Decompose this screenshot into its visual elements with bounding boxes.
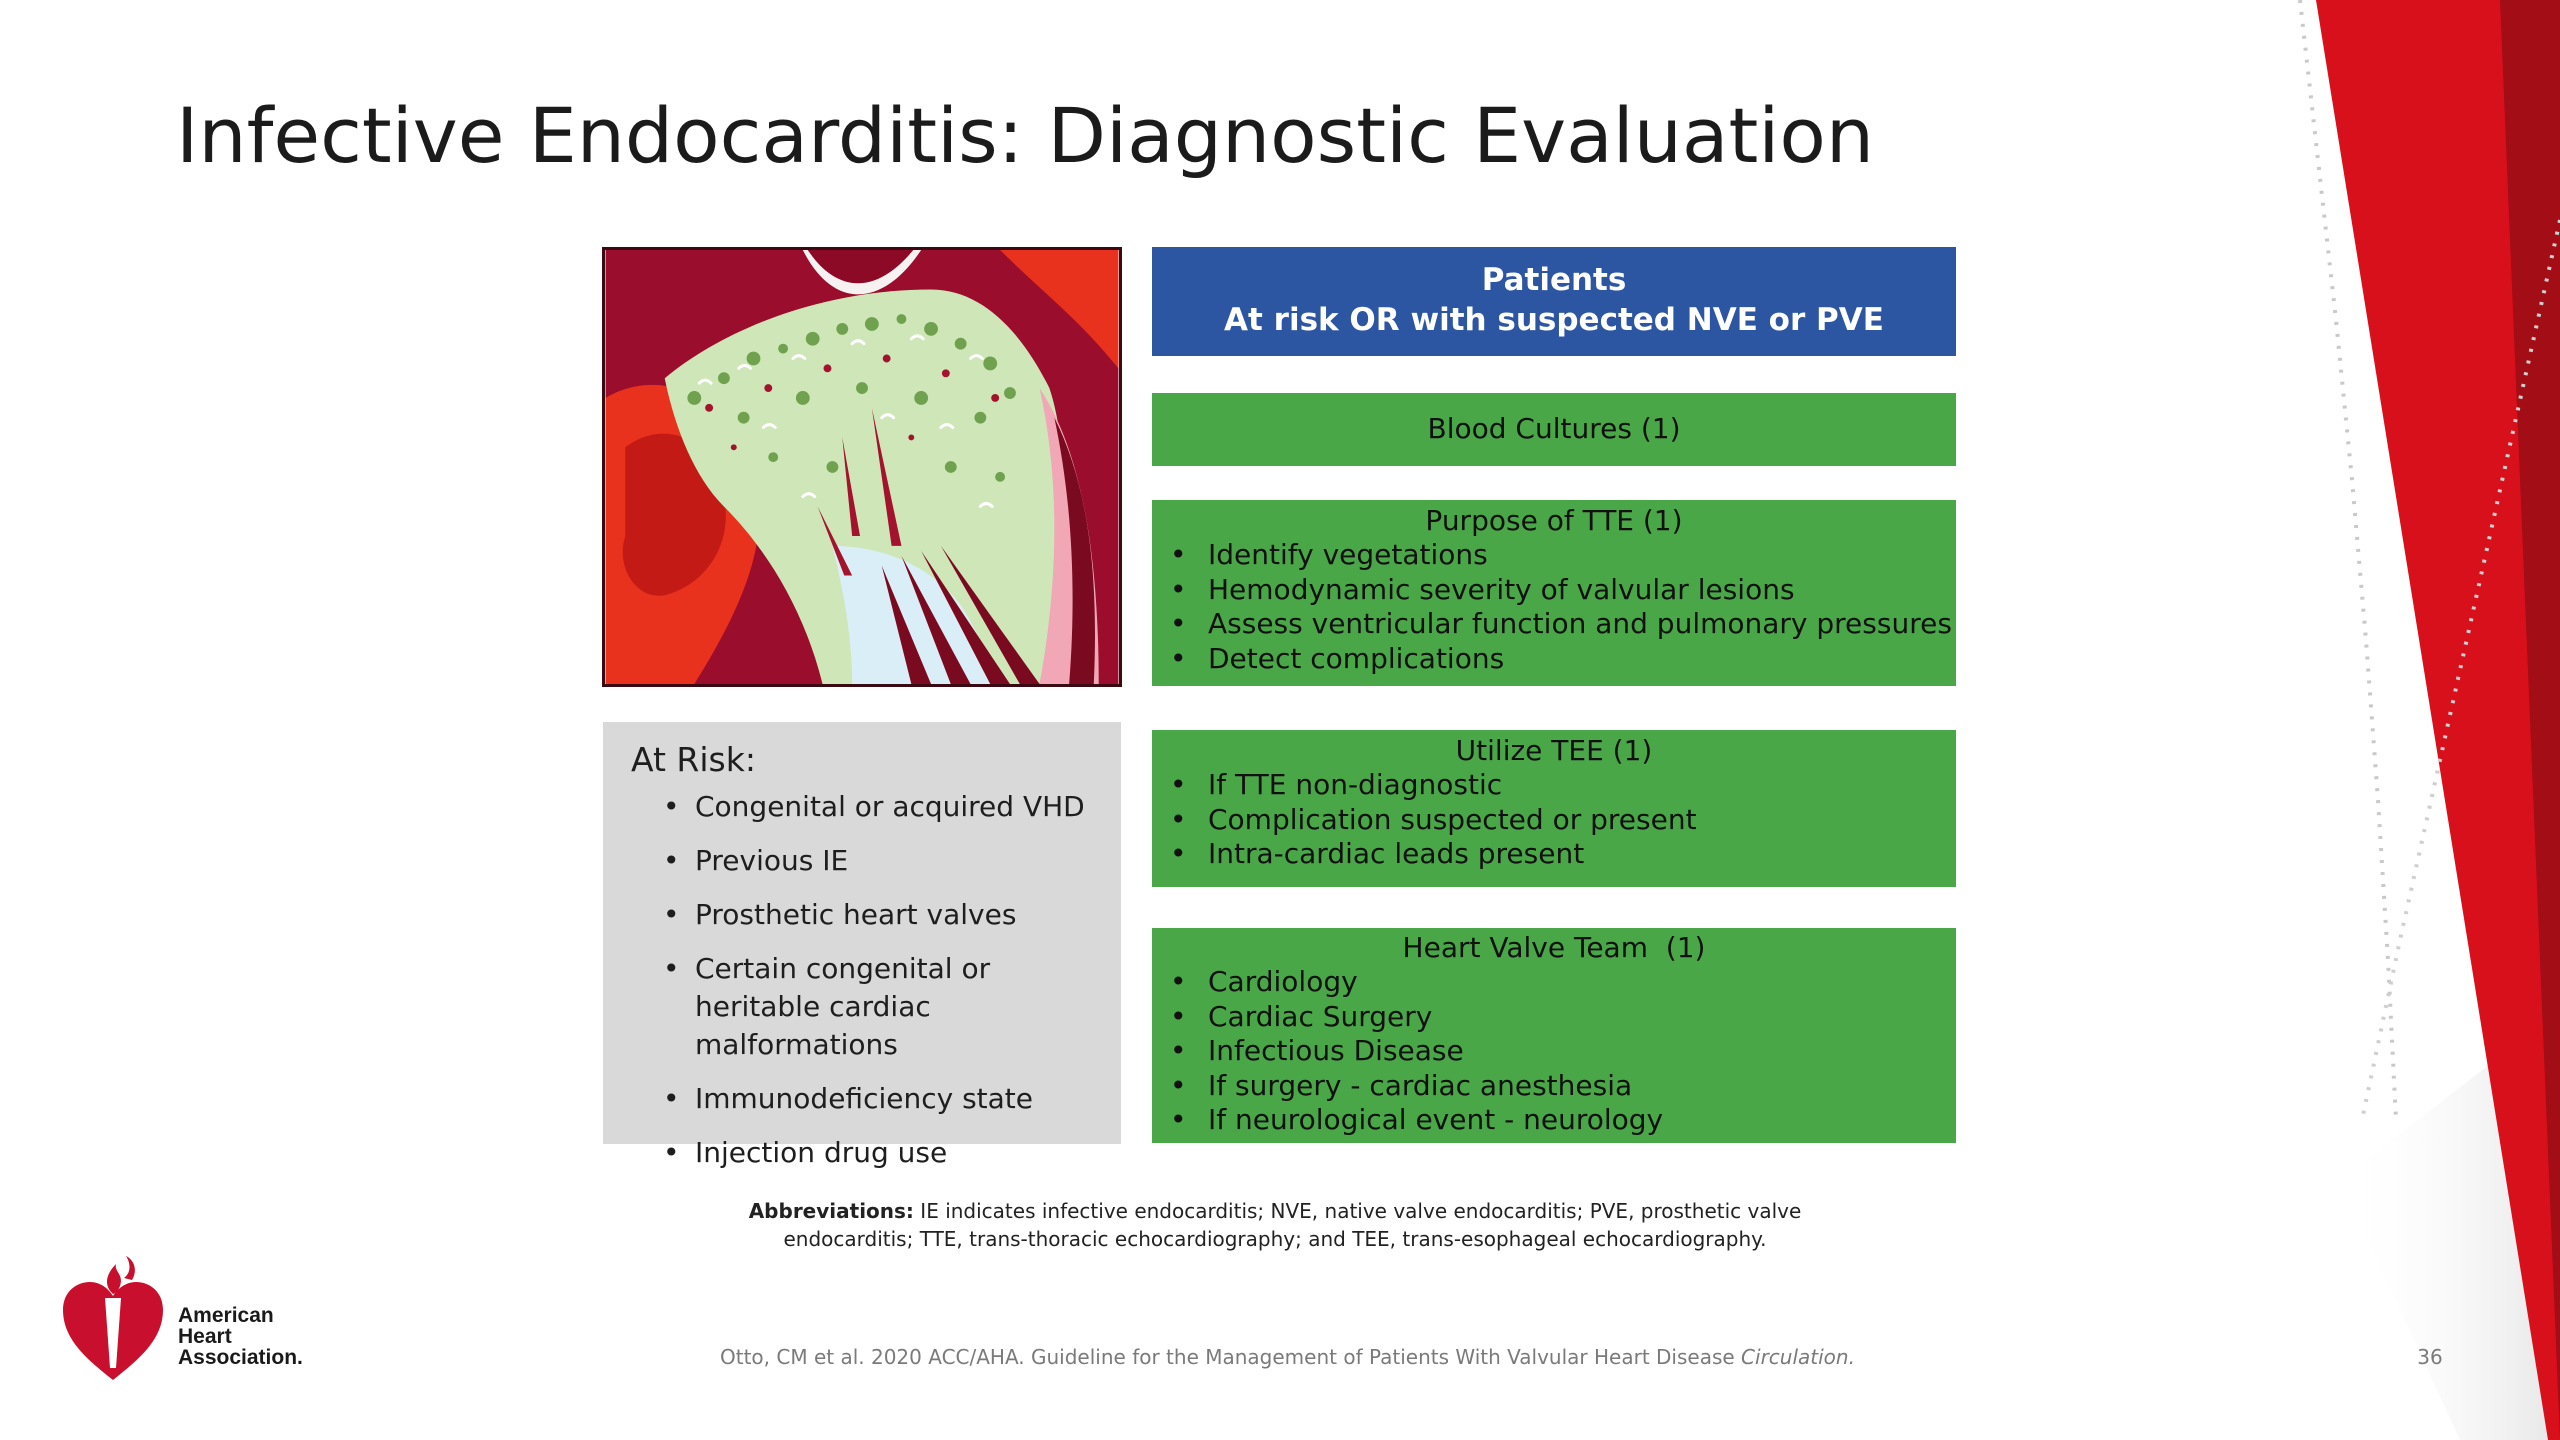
citation-text: Otto, CM et al. 2020 ACC/AHA. Guideline for the Management of Patients With Valvular Heart Disease — [720, 1345, 1742, 1369]
citation — [720, 1345, 1855, 1369]
logo-line1: American — [178, 1304, 274, 1327]
citation-journal: Circulation. — [1741, 1345, 1855, 1369]
patients-box-line1: Patients — [1481, 262, 1627, 298]
aha-logo-text — [178, 1305, 303, 1368]
heart-valve-team-box — [1152, 928, 1956, 1143]
heart-valve-team-title: Heart Valve Team (1) — [1402, 931, 1706, 964]
list-item: • Previous IE — [663, 842, 1121, 880]
logo-line3: Association. — [178, 1346, 303, 1369]
at-risk-list — [631, 788, 1121, 1172]
logo-line2: Heart — [178, 1325, 232, 1348]
aha-heart-torch-logo-icon — [58, 1250, 168, 1385]
list-item: • Certain congenital or heritable cardiac malformations — [663, 950, 1121, 1064]
list-item: • Prosthetic heart valves — [663, 896, 1121, 934]
list-item: • Cardiology — [1170, 965, 1956, 1000]
abbreviations-label: Abbreviations: — [748, 1199, 914, 1223]
at-risk-box — [603, 722, 1121, 1169]
list-item: • Intra-cardiac leads present — [1170, 837, 1956, 872]
heart-valve-icon — [605, 250, 1119, 684]
at-risk-title: At Risk: — [631, 740, 756, 779]
list-item: • Cardiac Surgery — [1170, 1000, 1956, 1035]
patients-box — [1152, 247, 1956, 356]
slide-title: Infective Endocarditis: Diagnostic Evaluation — [176, 91, 1875, 180]
blood-cultures-title: Blood Cultures (1) — [1427, 412, 1681, 445]
list-item: • If TTE non-diagnostic — [1170, 768, 1956, 803]
list-item: • Identify vegetations — [1170, 538, 1956, 573]
list-item: • Infectious Disease — [1170, 1034, 1956, 1069]
tte-list — [1152, 538, 1956, 676]
page-number: 36 — [2417, 1345, 2443, 1369]
patients-box-line2: At risk OR with suspected NVE or PVE — [1224, 302, 1884, 338]
list-item: • Complication suspected or present — [1170, 803, 1956, 838]
list-item: • Hemodynamic severity of valvular lesions — [1170, 573, 1956, 608]
list-item: • Injection drug use — [663, 1134, 1121, 1172]
blood-cultures-box — [1152, 393, 1956, 466]
abbreviations-text: IE indicates infective endocarditis; NVE, native valve endocarditis; PVE, prosthetic valve endocarditis; TTE, trans-thoracic echocardiography; and TEE, trans-esophageal echocardiography. — [783, 1199, 1802, 1251]
tte-title: Purpose of TTE (1) — [1425, 504, 1683, 537]
list-item: • Assess ventricular function and pulmonary pressures — [1170, 607, 1956, 642]
list-item: • Immunodeficiency state — [663, 1080, 1121, 1118]
heart-valve-team-list — [1152, 965, 1956, 1138]
heart-valve-vegetation-illustration — [602, 247, 1122, 687]
tee-box — [1152, 730, 1956, 887]
abbreviations-note — [700, 1197, 1850, 1253]
list-item: • If surgery - cardiac anesthesia — [1170, 1069, 1956, 1104]
tte-box — [1152, 500, 1956, 686]
tee-title: Utilize TEE (1) — [1455, 734, 1653, 767]
list-item: • Congenital or acquired VHD — [663, 788, 1121, 826]
list-item: • If neurological event - neurology — [1170, 1103, 1956, 1138]
tee-list — [1152, 768, 1956, 872]
list-item: • Detect complications — [1170, 642, 1956, 677]
